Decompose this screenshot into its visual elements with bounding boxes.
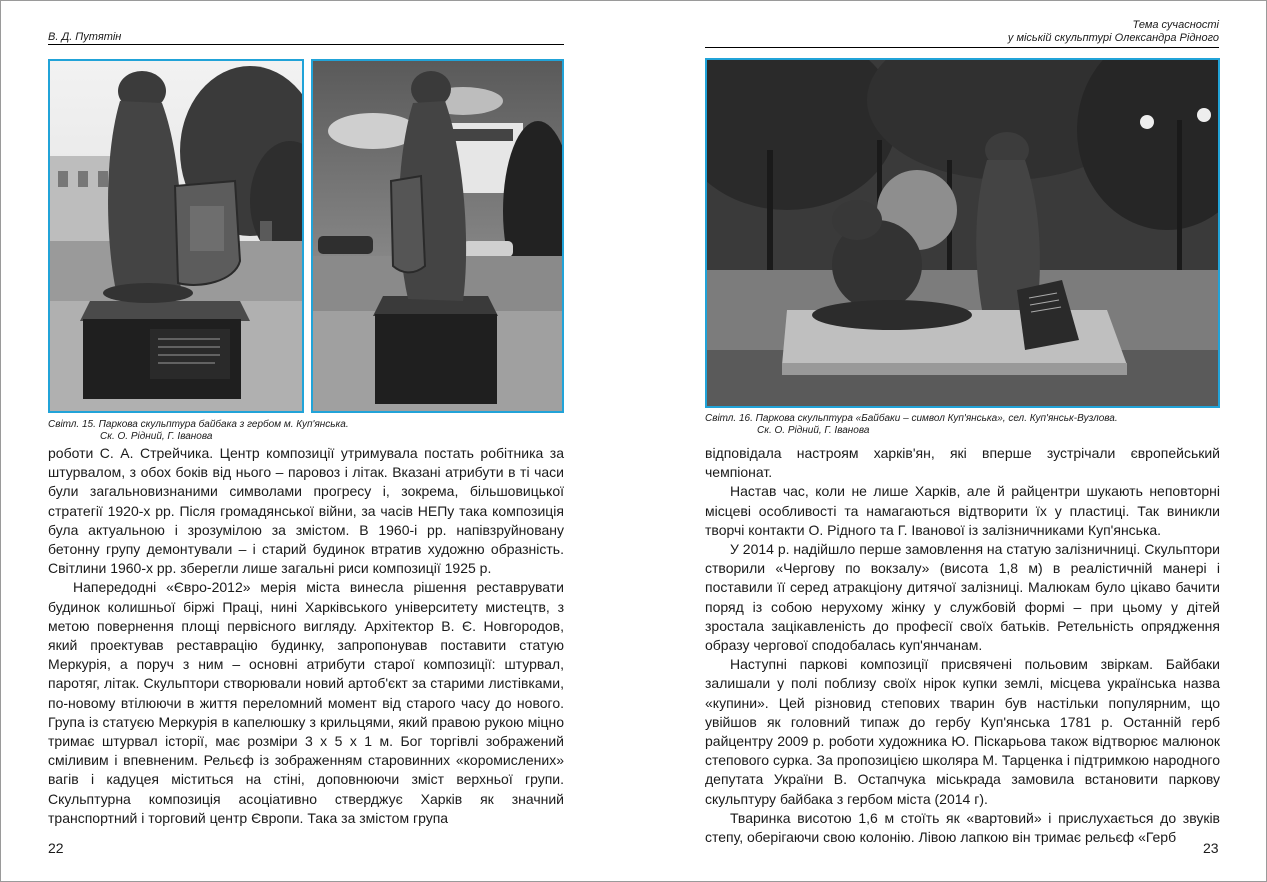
header-line-1: Тема сучасності xyxy=(1132,19,1219,31)
caption-line-2: Ск. О. Рідний, Г. Іванова xyxy=(757,425,870,436)
paragraph: роботи С. А. Стрейчика. Центр композиції утримувала постать робітника за штурвалом, з обох боків від нього – паровоз і літак. Вказані атрибути в ті часи були загальновизнаними символами прогресу і, зокрема, більшовицької стратегії 1920-х рр. Після громадянської війни, за часів НЕПу така композиція була актуальною і зрозумілою за змістом. В 1960-і рр. напівзруйновану бетонну групу демонтували – і старий будинок втратив художню образність. Світлини 1960-х рр. зберегли лише загальні риси композиції 1925 р. xyxy=(48,445,564,577)
header-line-2: у міській скульптурі Олександра Рідного xyxy=(1007,32,1219,44)
figure-caption-15 xyxy=(48,419,564,443)
photo-marmot-statue-side xyxy=(311,59,564,413)
caption-line-1: Світл. 16. Паркова скульптура «Байбаки – символ Куп'янська», сел. Куп'янськ-Вузлова. xyxy=(705,413,1118,424)
paragraph: відповідала настроям харків'ян, які вперше зустрічали європейський чемпіонат. xyxy=(705,445,1220,481)
photo-image xyxy=(313,61,562,411)
left-page-body-text xyxy=(48,444,564,828)
caption-line-2: Ск. О. Рідний, Г. Іванова xyxy=(100,431,213,442)
right-page-body-text xyxy=(705,444,1220,847)
paragraph: Наступні паркові композиції присвячені польовим звіркам. Байбаки залишали у полі поблизу своїх нірок купки землі, місцева українська назва «купини». Цей різновид степових тварин був настільки популярним, що увійшов як головний типаж до гербу Куп'янська 1781 р. Останній герб райцентру 2009 р. роботи художника Ю. Піскарьова також відтворює малюнок степового сурка. За пропозицією школяра М. Тарценка і підтримкою народного депутата України В. Остапчука міськрада замовила встановити паркову скульптуру байбака з гербом міста (2014 г). xyxy=(705,656,1220,807)
photo-image xyxy=(707,60,1218,406)
page-number-left: 22 xyxy=(48,840,64,856)
page-number-right: 23 xyxy=(1203,840,1219,856)
figure-caption-16 xyxy=(705,413,1220,437)
paragraph: Настав час, коли не лише Харків, але й райцентри шукають неповторні місцеві особливості та намагаються відтворити їх у пластиці. Так виникли творчі контакти О. Рідного та Г. Іванової із залізничниками Куп'янська. xyxy=(705,483,1220,538)
photo-image xyxy=(50,61,302,411)
paragraph: У 2014 р. надійшло перше замовлення на статую залізничниці. Скульптори створили «Чергову по вокзалу» (висота 1,8 м) в реалістичній манері і поставили її серед атракціону дитячої залізниці. Малюкам було цікаво бачити поряд із собою нерухому жінку у службовій формі – при цьому у дітей зростала зацікавленість до професії своїх батьків. Ретельність опрядження образу чергової сподобалась куп'янчанам. xyxy=(705,541,1220,654)
running-header-right xyxy=(705,19,1219,48)
paragraph: Напередодні «Євро-2012» мерія міста винесла рішення реставрувати будинок колишньої біржі Праці, нині Харківського університету мистецтв, з метою повернення площі первісного вигляду. Архітектор В. Є. Новгородов, який проектував реставрацію будинку, запропонував поставити статую Меркурія, а поруч з ним – основні атрибути старої композиції: штурвал, паротяг, літак. Скульптори створювали новий артоб'єкт за старими листівками, по-новому втілюючи в життя переломний момент від старого часу до нового. Група із статуєю Меркурія в капелюшку з крильцями, який правою рукою міцно тримає штурвал історії, має розміри 3 х 5 х 1 м. Бог торгівлі зображений сміливим і впевненим. Рельєф із зображенням старовинних «коромислених» вагів і кадуцея міститься на стіні, доповнюючи зміст верхньої групи. Скульптурна композиція асоціативно стверджує Харків як значний транспортний і торговий центр Європи. Така за змістом група xyxy=(48,579,564,826)
caption-line-1: Світл. 15. Паркова скульптура байбака з гербом м. Куп'янська. xyxy=(48,419,349,430)
running-header-left: В. Д. Путятін xyxy=(48,31,564,45)
photo-marmot-statue-front xyxy=(48,59,304,413)
photo-marmots-composition xyxy=(705,58,1220,408)
paragraph: Тваринка висотою 1,6 м стоїть як «вартовий» і прислухається до звуків степу, оберігаючи свою колонію. Лівою лапкою він тримає рельєф «Герб xyxy=(705,809,1220,846)
